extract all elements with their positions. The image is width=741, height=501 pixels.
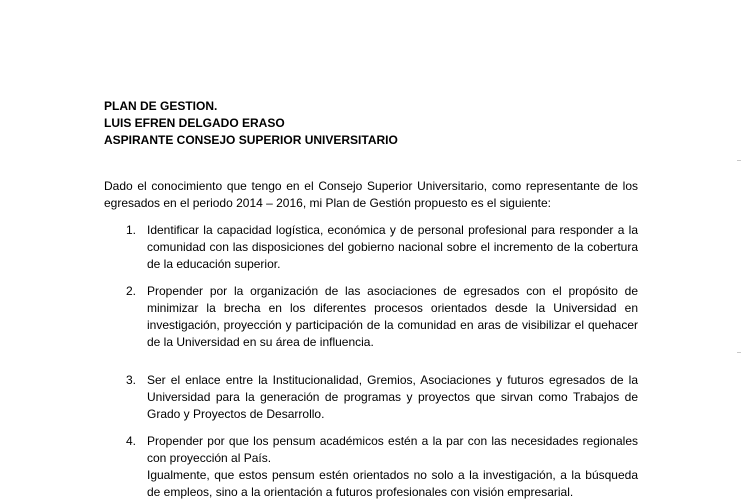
- list-item-text: Propender por la organización de las asociaciones de egresados con el propósito de minimizar la brecha en los diferentes procesos orientados desde la Universidad en investigación, proyección y participación de la comunidad en aras de visibilizar el quehacer de la Universidad en su área de influencia.: [147, 284, 638, 349]
- list-item: [126, 222, 638, 273]
- edge-mark: [737, 160, 741, 161]
- list-item-text: Propender por que los pensum académicos estén a la par con las necesidades regionales con proyección al País.: [147, 434, 638, 465]
- list-item-text: Ser el enlace entre la Institucionalidad, Gremios, Asociaciones y futuros egresados de la Universidad para la generación de programas y proyectos que sirvan como Trabajos de Grado y Proyectos de Desarrollo.: [147, 373, 638, 421]
- list-item-number: 2.: [126, 284, 137, 298]
- document-heading: [104, 98, 398, 149]
- list-item-text: Identificar la capacidad logística, económica y de personal profesional para responder a la comunidad con las disposiciones del gobierno nacional sobre el incremento de la cobertura de la educación superior.: [147, 223, 638, 271]
- list-item-number: 3.: [126, 373, 137, 387]
- list-item-text-continued: Igualmente, que estos pensum estén orientados no solo a la investigación, a la búsqueda de empleos, sino a la orientación a futuros profesionales con visión empresarial.: [147, 468, 638, 499]
- list-item-number: 4.: [126, 434, 137, 448]
- author-role: ASPIRANTE CONSEJO SUPERIOR UNIVERSITARIO: [104, 133, 398, 147]
- list-item-number: 1.: [126, 223, 137, 237]
- intro-paragraph: Dado el conocimiento que tengo en el Consejo Superior Universitario, como representante de los egresados en el periodo 2014 – 2016, mi Plan de Gestión propuesto es el siguiente:: [104, 179, 638, 210]
- list-item: [126, 372, 638, 423]
- list-item: [126, 433, 638, 501]
- document-title: PLAN DE GESTION.: [104, 99, 218, 113]
- list-item: [126, 283, 638, 351]
- author-name: LUIS EFREN DELGADO ERASO: [104, 116, 285, 130]
- edge-mark: [737, 352, 741, 353]
